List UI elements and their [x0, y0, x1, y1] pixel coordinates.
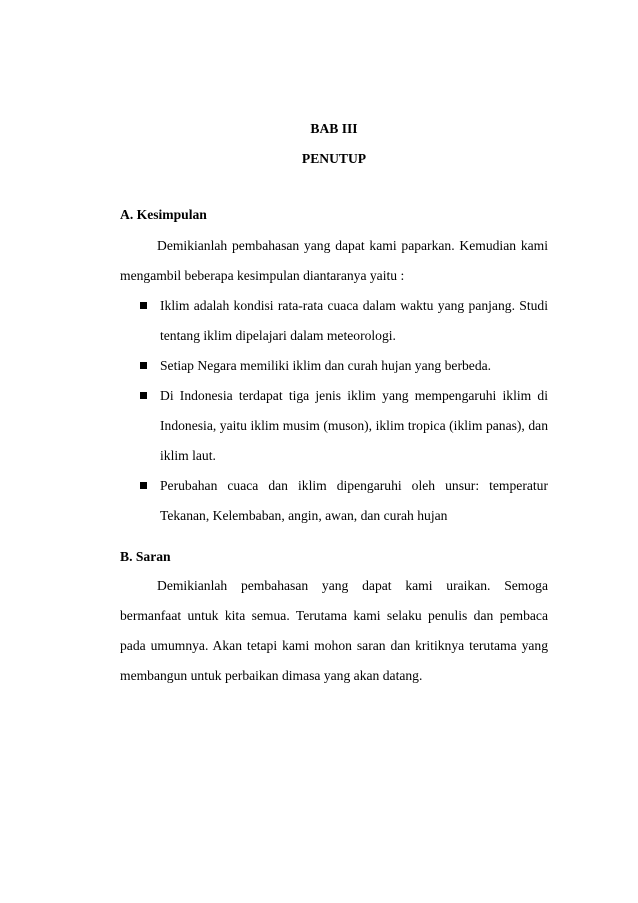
chapter-title: PENUTUP: [301, 151, 367, 166]
list-item: [120, 471, 548, 531]
bullet-text: Setiap Negara memiliki iklim dan curah hujan yang berbeda.: [160, 358, 492, 373]
kesimpulan-intro-paragraph: Demikianlah pembahasan yang dapat kami paparkan. Kemudian kami mengambil beberapa kesimpulan diantaranya yaitu :: [120, 238, 548, 283]
square-bullet-icon: [140, 362, 147, 369]
section-heading-kesimpulan: A. Kesimpulan: [120, 207, 207, 222]
list-item: [120, 381, 548, 471]
kesimpulan-bullet-list: [120, 291, 548, 531]
list-item: [120, 351, 548, 381]
section-heading-saran: B. Saran: [120, 549, 171, 564]
square-bullet-icon: [140, 392, 147, 399]
square-bullet-icon: [140, 482, 147, 489]
chapter-number: BAB III: [310, 121, 358, 136]
bullet-text: Iklim adalah kondisi rata-rata cuaca dalam waktu yang panjang. Studi tentang iklim dipelajari dalam meteorologi.: [160, 298, 548, 343]
square-bullet-icon: [140, 302, 147, 309]
bullet-text: Di Indonesia terdapat tiga jenis iklim yang mempengaruhi iklim di Indonesia, yaitu iklim musim (muson), iklim tropica (iklim panas), dan iklim laut.: [160, 388, 548, 463]
list-item: [120, 291, 548, 351]
bullet-text: Perubahan cuaca dan iklim dipengaruhi oleh unsur: temperatur Tekanan, Kelembaban, angin, awan, dan curah hujan: [160, 478, 548, 523]
saran-paragraph: Demikianlah pembahasan yang dapat kami uraikan. Semoga bermanfaat untuk kita semua. Terutama kami selaku penulis dan pembaca pada umumnya. Akan tetapi kami mohon saran dan kritiknya terutama yang membangun untuk perbaikan dimasa yang akan datang.: [120, 578, 548, 683]
